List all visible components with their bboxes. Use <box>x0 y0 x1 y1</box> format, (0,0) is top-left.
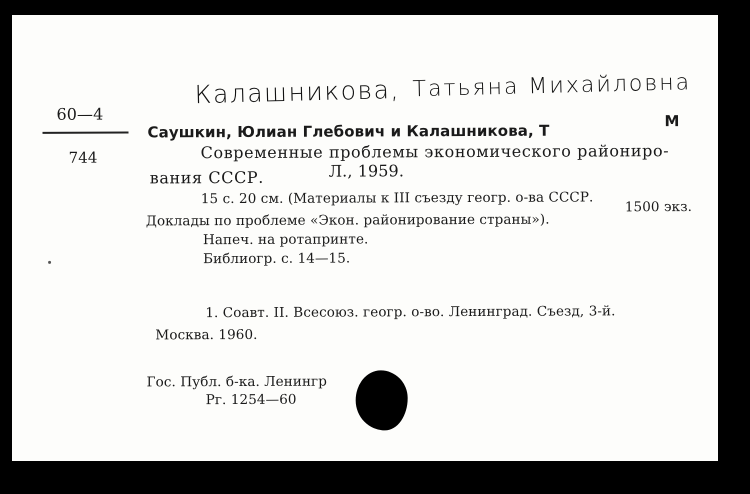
library-register: Рг. 1254—60 <box>205 391 297 409</box>
collation-line-2: Доклады по проблеме «Экон. районирование страны»). <box>145 211 550 230</box>
handwritten-given-names: Татьяна Михайловна <box>412 70 692 103</box>
card-content <box>12 12 720 461</box>
note-print: Напеч. на ротапринте. <box>202 231 369 249</box>
collation-line-1: 15 с. 20 см. (Материалы к III съезду геогр. о-ва СССР. <box>200 189 594 208</box>
ink-speck <box>48 261 51 264</box>
call-number-divider <box>43 131 129 133</box>
library-name: Гос. Публ. б-ка. Ленингр <box>146 373 327 391</box>
copies: 1500 экз. <box>624 199 693 216</box>
imprint: Л., 1959. <box>328 161 405 181</box>
heading-initial: М <box>664 112 680 131</box>
ink-blot <box>356 370 408 430</box>
title-line-2: вания СССР. <box>149 167 264 188</box>
catalog-card <box>12 15 718 461</box>
tracings-line-2: Москва. 1960. <box>155 326 258 344</box>
note-bibliography: Библиогр. с. 14—15. <box>203 250 351 268</box>
tracings-line-1: 1. Соавт. II. Всесоюз. геогр. о-во. Ленинград. Съезд, 3-й. <box>205 303 616 322</box>
handwritten-surname: Калашникова, <box>194 75 401 110</box>
heading-authors: Саушкин, Юлиан Глебович и Калашникова, Т <box>147 121 550 142</box>
title-line-1: Современные проблемы экономического райониро- <box>200 141 670 163</box>
call-number-top: 60—4 <box>56 104 104 124</box>
call-number-bottom: 744 <box>68 148 98 167</box>
